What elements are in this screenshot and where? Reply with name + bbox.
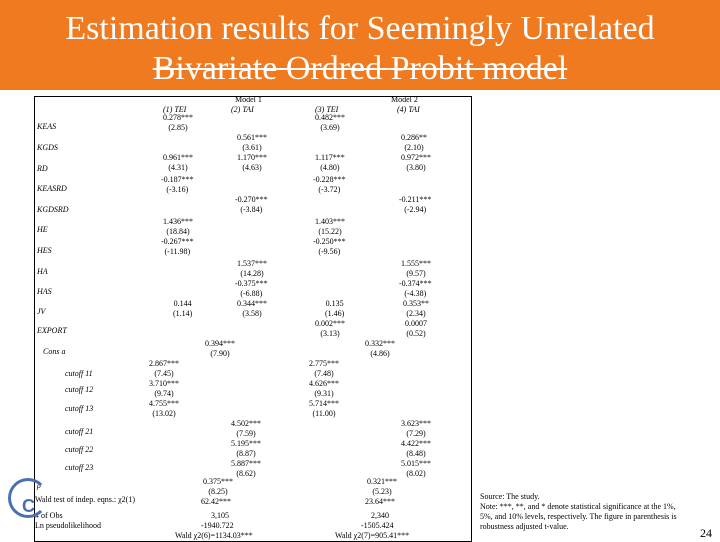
cell-keasrd-col3: -0.228*** (-3.72) — [313, 175, 346, 194]
cell-export-col3: 0.002*** (3.13) — [315, 319, 345, 338]
col1-header: (1) TEI — [163, 105, 187, 114]
row-label-cutoff22: cutoff 22 — [65, 445, 94, 454]
row-label-ha: HA — [37, 267, 48, 276]
col2-header: (2) TAI — [231, 105, 254, 114]
cell-rd-col1: 0.961*** (4.31) — [163, 153, 193, 172]
cell-ha-col2: 1.537*** (14.28) — [237, 259, 267, 278]
cell-waldfit-model2: Wald χ2(7)=905.41*** — [335, 531, 410, 540]
cell-ha-col4: 1.555*** (9.57) — [401, 259, 431, 278]
cell-kgdsrd-col4: -0.211*** (-2.94) — [399, 195, 432, 214]
cell-keasrd-col1: -0.187*** (-3.16) — [161, 175, 194, 194]
row-label-cons: Cons a — [43, 347, 66, 356]
cell-kgds-col2: 0.561*** (3.61) — [237, 133, 267, 152]
cell-hes-col1: -0.267*** (-11.98) — [161, 237, 194, 256]
row-label-cutoff23: cutoff 23 — [65, 463, 94, 472]
cell-waldfit-model1: Wald χ2(6)=1134.03*** — [175, 531, 253, 540]
cell-rho-model2: 0.321*** (5.23) — [367, 477, 397, 496]
cell-has-col2: -0.375*** (-6.88) — [235, 279, 268, 298]
cell-jv-col1: 0.144 (1.14) — [173, 299, 193, 318]
row-label-wald: Wald test of indep. eqns.: χ2(1) — [35, 495, 135, 504]
cell-cutoff21-col2: 4.502*** (7.59) — [231, 419, 261, 438]
source-note — [480, 492, 690, 532]
slide-subtitle: Bivariate Ordred Probit model — [152, 50, 568, 87]
cell-rd-col4: 0.972*** (3.80) — [401, 153, 431, 172]
cell-cutoff11-col1: 2.867*** (7.45) — [149, 359, 179, 378]
row-label-cutoff11: cutoff 11 — [65, 369, 93, 378]
row-label-rho: ρ — [37, 481, 41, 490]
significance-note: Note: ***, **, and * denote statistical significance at the 1%, 5%, and 10% levels, respectively. The figure in parenthesis is robustness adjusted t-value. — [480, 502, 677, 531]
cell-jv-col3: 0.135 (1.46) — [325, 299, 345, 318]
row-label-keas: KEAS — [37, 122, 57, 131]
model1-header: Model 1 — [235, 95, 262, 104]
cell-keas-col3: 0.482*** (3.69) — [315, 113, 345, 132]
cell-cutoff21-col4: 3.623*** (7.29) — [401, 419, 431, 438]
cell-cutoff22-col2: 5.195*** (8.87) — [231, 439, 261, 458]
page-number: 24 — [700, 526, 712, 540]
cell-he-col1: 1.436*** (18.84) — [163, 217, 193, 236]
cell-rd-col2: 1.170*** (4.63) — [237, 153, 267, 172]
row-label-rd: RD — [37, 164, 48, 173]
row-label-cutoff21: cutoff 21 — [65, 427, 94, 436]
cell-cutoff12-col3: 4.626*** (9.31) — [309, 379, 339, 398]
slide-title: Estimation results for Seemingly Unrelated — [65, 10, 655, 47]
source-line: Source: The study. — [480, 492, 540, 501]
cell-hes-col3: -0.250*** (-9.56) — [313, 237, 346, 256]
col4-header: (4) TAI — [397, 105, 420, 114]
cell-cutoff13-col3: 5.714*** (11.00) — [309, 399, 339, 418]
cell-jv-col2: 0.344*** (3.58) — [237, 299, 267, 318]
cell-obs-model2: 2,340 — [371, 511, 389, 520]
cell-rd-col3: 1.117*** (4.80) — [315, 153, 345, 172]
cell-cutoff11-col3: 2.775*** (7.48) — [309, 359, 339, 378]
logo-letter: C — [22, 496, 35, 516]
cell-cons-model1: 0.394*** (7.90) — [205, 339, 235, 358]
cell-kgdsrd-col2: -0.270*** (-3.84) — [235, 195, 268, 214]
cell-cutoff23-col4: 5.015*** (8.02) — [401, 459, 431, 478]
results-table — [34, 96, 472, 542]
row-label-obs: # of Obs — [35, 511, 63, 520]
cell-cutoff22-col4: 4.422*** (8.48) — [401, 439, 431, 458]
row-label-cutoff12: cutoff 12 — [65, 385, 94, 394]
cell-export-col4: 0.0007 (0.52) — [405, 319, 427, 338]
cell-keas-col1: 0.278*** (2.85) — [163, 113, 193, 132]
cell-cutoff23-col2: 5.887*** (8.62) — [231, 459, 261, 478]
row-label-cutoff13: cutoff 13 — [65, 404, 94, 413]
cell-rho-model1: 0.375*** (8.25) — [203, 477, 233, 496]
row-label-lnl: Ln pseudolikelihood — [35, 521, 101, 530]
cell-lnl-model1: -1940.722 — [201, 521, 234, 530]
cell-he-col3: 1.403*** (15.22) — [315, 217, 345, 236]
row-label-keasrd: KEASRD — [37, 184, 67, 193]
col3-header: (3) TEI — [315, 105, 339, 114]
cell-lnl-model2: -1505.424 — [361, 521, 394, 530]
cell-cons-model2: 0.332*** (4.86) — [365, 339, 395, 358]
cell-cutoff12-col1: 3.710*** (9.74) — [149, 379, 179, 398]
cell-wald-model1: 62.42*** — [201, 497, 231, 506]
cell-kgds-col4: 0.286** (2.10) — [401, 133, 427, 152]
row-label-has: HAS — [37, 287, 52, 296]
cell-wald-model2: 23.64*** — [365, 497, 395, 506]
cell-obs-model1: 3,105 — [211, 511, 229, 520]
row-label-he: HE — [37, 225, 48, 234]
row-label-export: EXPORT — [37, 326, 67, 335]
model2-header: Model 2 — [391, 95, 418, 104]
cell-has-col4: -0.374*** (-4.38) — [399, 279, 432, 298]
row-label-jv: JV — [37, 307, 46, 316]
row-label-hes: HES — [37, 246, 52, 255]
cell-cutoff13-col1: 4.755*** (13.02) — [149, 399, 179, 418]
row-label-kgdsrd: KGDSRD — [37, 205, 69, 214]
cell-jv-col4: 0.353** (2.34) — [403, 299, 429, 318]
row-label-kgds: KGDS — [37, 143, 58, 152]
